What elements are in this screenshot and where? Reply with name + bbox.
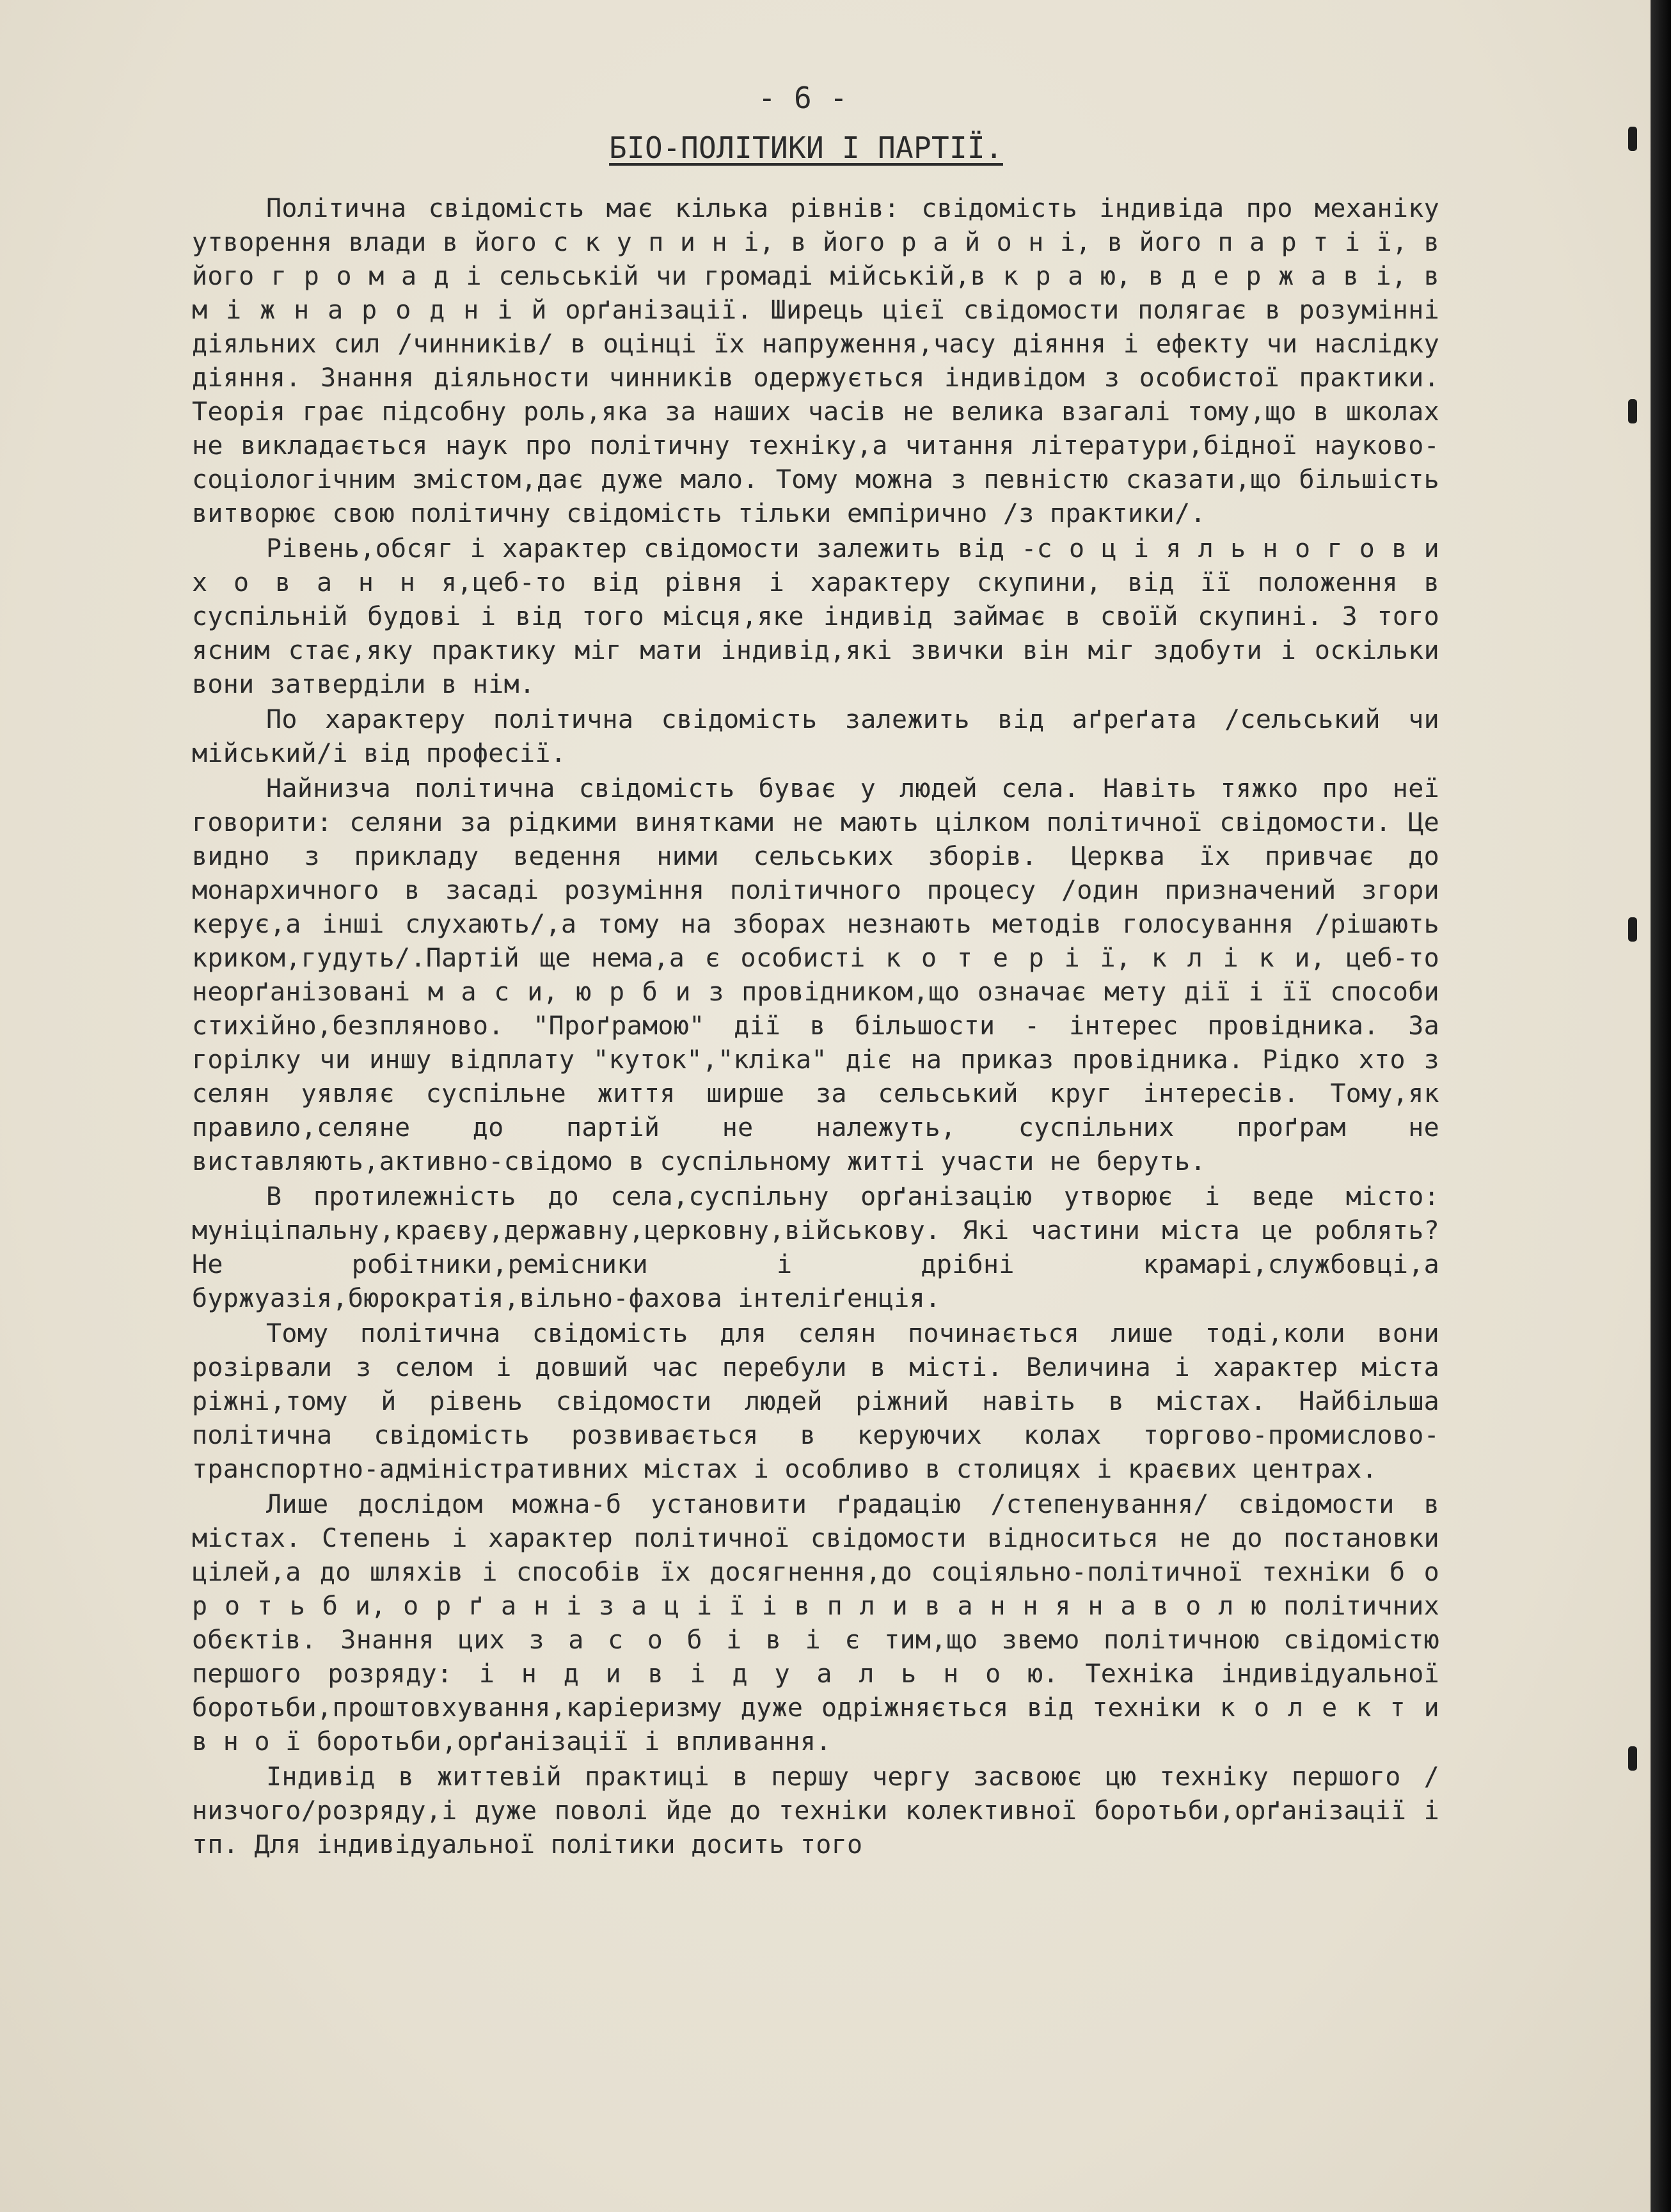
paragraph-5: В протилежність до села,суспільну орґанізацію утворює і веде місто: муніціпальну,краєву,державну,церковну,військову. Які частини міста це роблять? Не робітники,ремісники і дрібні крамарі,службовці,а буржуазія,бюрократія,вільно-фахова інтеліґенція.	[192, 1182, 1439, 1313]
paragraph-1: Політична свідомість має кілька рівнів: свідомість індивіда про механіку утворення влади в його с к у п и н і, в його р а й о н і, в його п а р т і ї, в його г р о м а д і сельській чи громаді мійській,в к р а ю, в д е р ж а в і, в м і ж н а р о д н і й орґанізації. Ширець цієї свідомости полягає в розумінні діяльних сил /чинників/ в оцінці їх напруження,часу діяння і ефекту чи наслідку діяння. Знання діяльности чинників одержується індивідом з особистої практики. Теорія грає підсобну роль,яка за наших часів не велика взагалі тому,що в школах не викладається наук про політичну техніку,а читання літератури,бідної науково-соціологічним змістом,дає дуже мало. Тому можна з певністю сказати,що більшість витворює свою політичну свідомість тільки емпірично /з практики/.	[192, 194, 1439, 528]
binder-hole	[1628, 1746, 1637, 1771]
paragraph-4: Найнизча політична свідомість буває у людей села. Навіть тяжко про неї говорити: селяни за рідкими винятками не мають цілком політичної свідомости. Це видно з прикладу ведення ними сельських зборів. Церква їх привчає до монархичного в засаді розуміння політичного процесу /один призначений згори керує,а інші слухають/,а тому на зборах незнають методів голосування /рішають криком,гудуть/.Партій ще нема,а є особисті к о т е р і ї, к л і к и, цеб-то неорґанізовані м а с и, ю р б и з провідником,що означає мету дії і її способи стихійно,безпляново. "Проґрамою" дії в більшости - інтерес провідника. За горілку чи иншу відплату "куток","кліка" діє на приказ провідника. Рідко хто з селян уявляє суспільне життя ширше за сельський круг інтересів. Тому,як правило,селяне до партій не належуть, суспільних проґрам не виставляють,активно-свідомо в суспільному житті участи не беруть.	[192, 774, 1439, 1176]
paragraph-3: По характеру політична свідомість залежить від аґреґата /сельський чи мійський/і від професії.	[192, 705, 1439, 768]
paragraph-2: Рівень,обсяг і характер свідомости залежить від -с о ц і я л ь н о г о в и х о в а н н я,цеб-то від рівня і характеру скупини, від її положення в суспільній будові і від того місця,яке індивід займає в своїй скупині. З того ясним стає,яку практику міг мати індивід,які звички він міг здобути і оскільки вони затверділи в нім.	[192, 534, 1439, 699]
page-title: БІО-ПОЛІТИКИ І ПАРТІЇ.	[609, 130, 1003, 165]
paragraph-7: Лише дослідом можна-б установити ґрадацію /степенування/ свідомости в містах. Степень і характер політичної свідомости відноситься не до постановки цілей,а до шляхів і способів їх досягнення,до соціяльно-політичної техніки б о р о т ь б и, о р ґ а н і з а ц і ї і в п л и в а н н я н а в о л ю політичних обєктів. Знання цих з а с о б і в і є тим,що звемо політичною свідомістю першого розряду: і н д и в і д у а л ь н о ю. Техніка індивідуальної боротьби,проштовхування,каріеризму дуже одріжняється від техніки к о л е к т и в н о ї боротьби,орґанізації і впливання.	[192, 1490, 1439, 1757]
page-number: - 6 -	[758, 81, 848, 115]
paragraph-6: Тому політична свідомість для селян починається лише тоді,коли вони розірвали з селом і довший час перебули в місті. Величина і характер міста ріжні,тому й рівень свідомости людей ріжний навіть в містах. Найбільша політична свідомість розвивається в керуючих колах торгово-промислово-транспортно-адміністративних містах і особливо в столицях і краєвих центрах.	[192, 1319, 1439, 1484]
paragraph-8: Індивід в життевій практиці в першу чергу засвоює цю техніку першого /низчого/розряду,і дуже поволі йде до техніки колективної боротьби,орґанізації і тп. Для індивідуальної політики досить того	[192, 1762, 1439, 1860]
binder-hole	[1628, 127, 1637, 151]
binder-hole	[1628, 917, 1637, 942]
binder-hole	[1628, 399, 1637, 423]
page-edge	[1651, 0, 1671, 2212]
page-content	[192, 75, 1439, 1862]
